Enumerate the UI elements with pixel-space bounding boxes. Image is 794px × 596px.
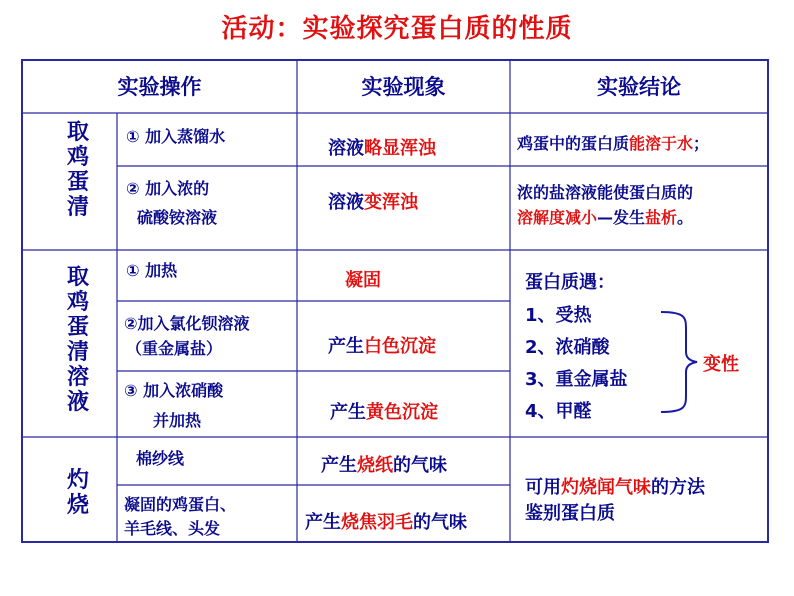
denature-item: 3、重金属盐 xyxy=(525,369,628,390)
header-phenomenon: 实验现象 xyxy=(361,75,446,99)
op-protein-materials-1: 凝固的鸡蛋白、 xyxy=(124,495,237,514)
phenomenon-burnt-feathers: 产生烧焦羽毛的气味 xyxy=(305,512,467,533)
phenomenon-yellow-precipitate: 产生黄色沉淀 xyxy=(330,402,438,423)
denature-item: 2、浓硝酸 xyxy=(525,337,610,358)
page-title: 活动：实验探究蛋白质的性质 xyxy=(221,14,573,44)
op-barium-chloride-2: （重金属盐） xyxy=(126,339,223,358)
op-nitric-acid-2: 并加热 xyxy=(153,411,202,430)
conclusion-burn-identify-1: 可用灼烧闻气味的方法 xyxy=(525,477,705,498)
group-label-egg-white: 取鸡蛋清 xyxy=(66,120,89,220)
op-nitric-acid-1: ③ 加入浓硝酸 xyxy=(124,381,224,400)
denature-item: 1、受热 xyxy=(525,305,592,326)
header-operation: 实验操作 xyxy=(117,75,202,99)
phenomenon-coagulate: 凝固 xyxy=(345,270,381,291)
conclusion-salting-out-1: 浓的盐溶液能使蛋白质的 xyxy=(517,183,694,202)
op-distilled-water: ① 加入蒸馏水 xyxy=(126,127,226,146)
phenomenon-white-precipitate: 产生白色沉淀 xyxy=(328,336,436,357)
op-heat: ① 加热 xyxy=(126,261,178,280)
phenomenon-turbid: 溶液变浑浊 xyxy=(328,192,418,213)
op-cotton-thread: 棉纱线 xyxy=(136,449,185,468)
phenomenon-slightly-turbid: 溶液略显浑浊 xyxy=(328,138,436,159)
op-ammonium-sulfate-2: 硫酸铵溶液 xyxy=(137,208,218,227)
conclusion-salting-out-2: 溶解度减小—发生盐析。 xyxy=(517,208,694,227)
conclusion-soluble: 鸡蛋中的蛋白质能溶于水； xyxy=(517,134,710,153)
denature-lead: 蛋白质遇： xyxy=(525,272,615,293)
conclusion-burn-identify-2: 鉴别蛋白质 xyxy=(525,503,615,524)
group-label-egg-white-solution: 取鸡蛋清溶液 xyxy=(66,265,89,415)
op-barium-chloride-1: ②加入氯化钡溶液 xyxy=(124,314,250,333)
phenomenon-burnt-paper: 产生烧纸的气味 xyxy=(321,455,447,476)
denature-item: 4、甲醛 xyxy=(525,401,592,422)
denature-result: 变性 xyxy=(703,354,739,375)
op-protein-materials-2: 羊毛线、头发 xyxy=(124,519,221,538)
group-label-burning: 灼烧 xyxy=(66,468,89,518)
header-conclusion: 实验结论 xyxy=(597,75,681,99)
op-ammonium-sulfate-1: ② 加入浓的 xyxy=(126,179,210,198)
